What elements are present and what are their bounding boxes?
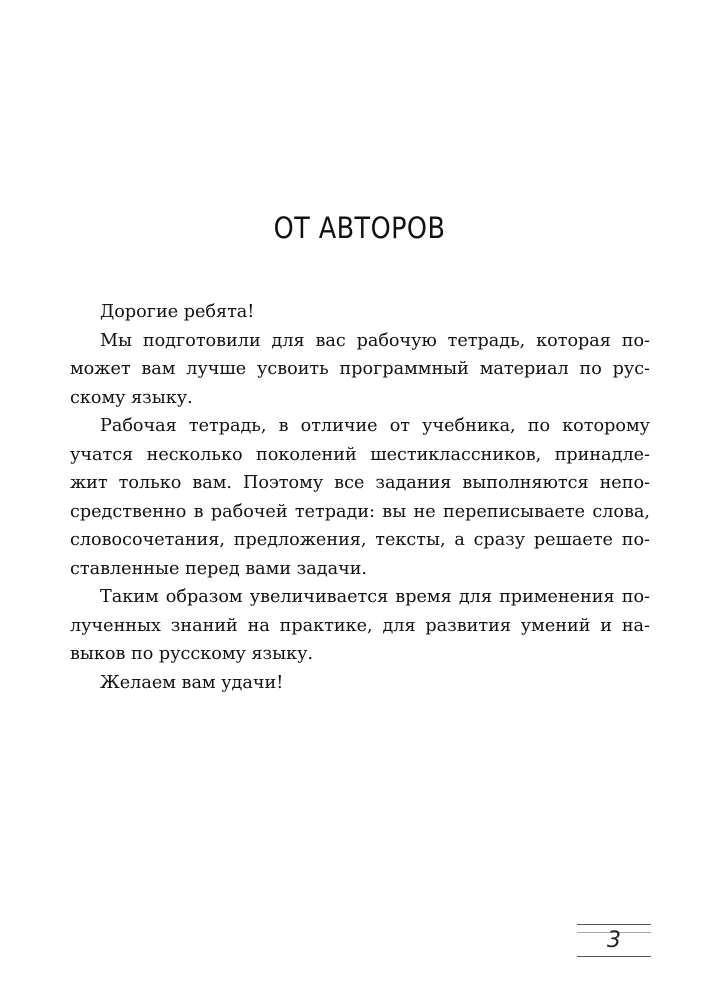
- text-line: жит только вам. Поэтому все задания выполняются непо-: [70, 473, 650, 493]
- page-number: 3: [607, 928, 621, 953]
- page-number-frame: [577, 924, 651, 957]
- text-line: выков по русскому языку.: [70, 644, 314, 664]
- text-line: словосочетания, предложения, тексты, а сразу решаете по-: [70, 530, 650, 550]
- text-line: лученных знаний на практике, для развития умений и на-: [70, 615, 650, 636]
- text-line: может вам лучше усвоить программный материал по рус-: [70, 359, 650, 379]
- page-title: ОТ АВТОРОВ: [273, 211, 446, 245]
- text-line: Желаем вам удачи!: [100, 672, 284, 693]
- body-text: [70, 298, 650, 697]
- text-line: ставленные перед вами задачи.: [70, 558, 368, 579]
- text-line: Рабочая тетрадь, в отличие от учебника, по которому: [100, 416, 650, 436]
- text-line: учатся несколько поколений шестиклассников, принадле-: [70, 444, 650, 465]
- text-line: Мы подготовили для вас рабочую тетрадь, которая по-: [100, 330, 650, 351]
- text-line: Таким образом увеличивается время для применения по-: [100, 587, 650, 607]
- text-line: средственно в рабочей тетради: вы не переписываете слова,: [70, 501, 650, 522]
- text-line: Дорогие ребята!: [100, 302, 255, 322]
- text-line: скому языку.: [70, 387, 193, 408]
